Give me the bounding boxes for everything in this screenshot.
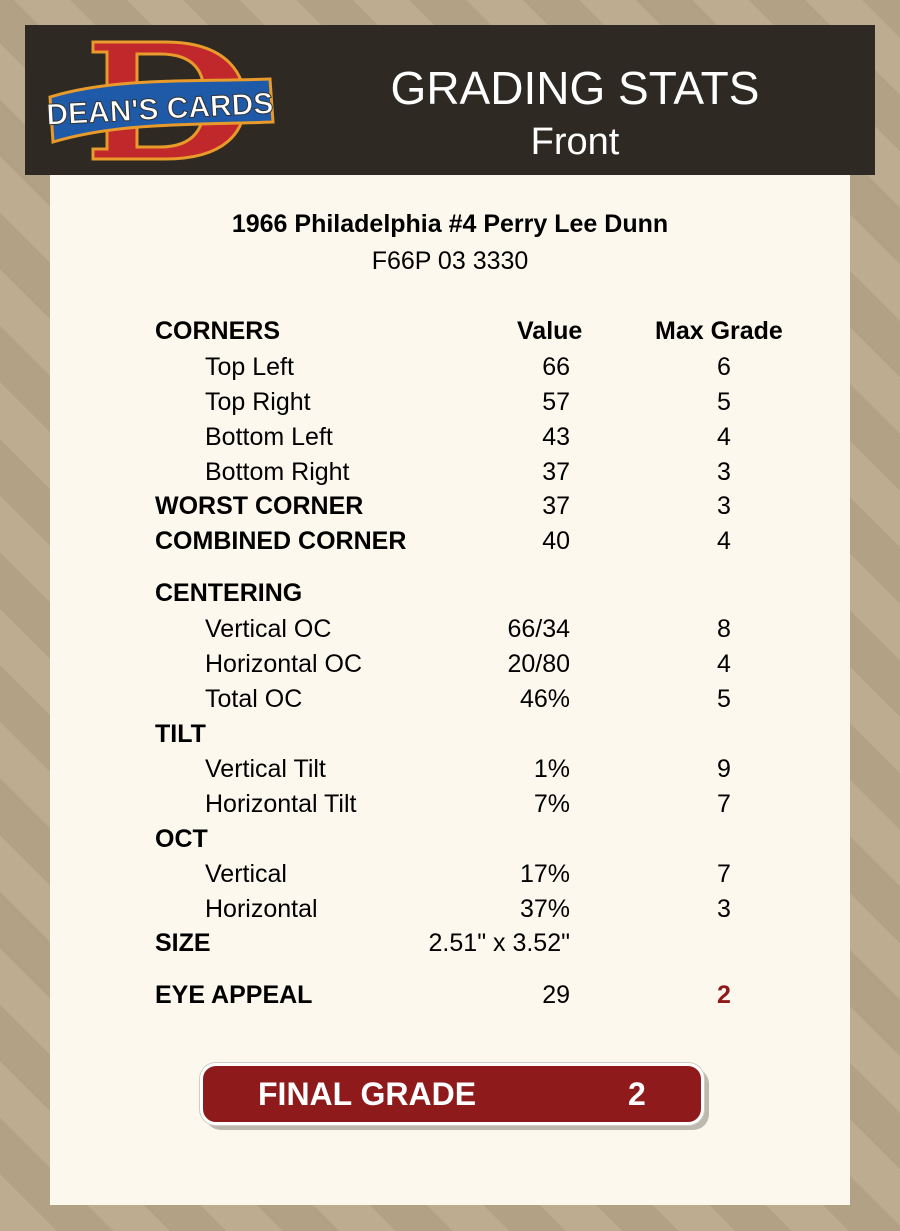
svg-text:DEAN'S CARDS: DEAN'S CARDS bbox=[45, 87, 275, 132]
stat-label: Vertical bbox=[205, 860, 287, 888]
final-grade-label: FINAL GRADE bbox=[258, 1076, 477, 1112]
stat-value: 17% bbox=[519, 860, 570, 888]
stat-max-grade: 9 bbox=[717, 755, 731, 783]
stat-row bbox=[50, 576, 850, 611]
stat-label: Horizontal OC bbox=[205, 650, 362, 678]
stat-row bbox=[50, 420, 850, 455]
stat-value: 37 bbox=[542, 458, 570, 486]
stat-row bbox=[50, 926, 850, 961]
final-grade-banner bbox=[200, 1063, 704, 1125]
stat-max-grade: 3 bbox=[717, 492, 731, 520]
grading-card bbox=[50, 175, 850, 1205]
value-column-header: Value bbox=[517, 317, 583, 345]
header bbox=[25, 25, 875, 175]
stat-row bbox=[50, 978, 850, 1013]
stat-row bbox=[50, 455, 850, 490]
stat-value: 2.51" x 3.52" bbox=[428, 929, 570, 957]
stat-row bbox=[50, 787, 850, 822]
stat-value: 66/34 bbox=[507, 615, 570, 643]
stat-max-grade: 6 bbox=[717, 353, 731, 381]
stat-max-grade: 4 bbox=[717, 650, 731, 678]
stat-label: EYE APPEAL bbox=[155, 981, 313, 1009]
stat-max-grade: 4 bbox=[717, 527, 731, 555]
stat-max-grade: 5 bbox=[717, 685, 731, 713]
stat-label: CENTERING bbox=[155, 579, 303, 607]
page-subtitle: Front bbox=[530, 121, 620, 163]
card-code: F66P 03 3330 bbox=[371, 247, 529, 275]
stat-max-grade: 5 bbox=[717, 388, 731, 416]
stat-row bbox=[50, 822, 850, 857]
stat-value: 29 bbox=[542, 981, 570, 1009]
stat-row bbox=[50, 524, 850, 559]
max-grade-column-header: Max Grade bbox=[655, 317, 783, 345]
stat-max-grade: 7 bbox=[717, 790, 731, 818]
stat-value: 7% bbox=[533, 790, 570, 818]
stat-max-grade: 7 bbox=[717, 860, 731, 888]
stat-label: Top Left bbox=[205, 353, 294, 381]
stat-row bbox=[50, 385, 850, 420]
stat-label: TILT bbox=[155, 720, 206, 748]
stat-label: Horizontal Tilt bbox=[205, 790, 357, 818]
stat-label: SIZE bbox=[155, 929, 211, 957]
stat-row bbox=[50, 857, 850, 892]
deans-cards-logo bbox=[45, 37, 285, 162]
stat-max-grade: 2 bbox=[717, 981, 731, 1009]
stat-row bbox=[50, 489, 850, 524]
stat-label: WORST CORNER bbox=[155, 492, 364, 520]
stat-row bbox=[50, 314, 850, 349]
stat-max-grade: 8 bbox=[717, 615, 731, 643]
page-title: GRADING STATS bbox=[390, 62, 760, 114]
stat-label: Horizontal bbox=[205, 895, 318, 923]
stat-value: 57 bbox=[542, 388, 570, 416]
stat-value: 40 bbox=[542, 527, 570, 555]
stat-row bbox=[50, 892, 850, 927]
stat-max-grade: 4 bbox=[717, 423, 731, 451]
stat-max-grade: 3 bbox=[717, 895, 731, 923]
stat-row bbox=[50, 717, 850, 752]
stat-value: 20/80 bbox=[507, 650, 570, 678]
stat-row bbox=[50, 350, 850, 385]
stat-value: 66 bbox=[542, 353, 570, 381]
stat-label: Bottom Right bbox=[205, 458, 350, 486]
stat-value: 46% bbox=[519, 685, 570, 713]
stat-value: 43 bbox=[542, 423, 570, 451]
stat-row bbox=[50, 647, 850, 682]
stat-max-grade: 3 bbox=[717, 458, 731, 486]
card-name: 1966 Philadelphia #4 Perry Lee Dunn bbox=[231, 210, 669, 238]
stat-label: COMBINED CORNER bbox=[155, 527, 407, 555]
stat-row bbox=[50, 612, 850, 647]
stat-label: Bottom Left bbox=[205, 423, 333, 451]
stat-row bbox=[50, 682, 850, 717]
stat-value: 37% bbox=[519, 895, 570, 923]
stat-label: OCT bbox=[155, 825, 208, 853]
stat-value: 37 bbox=[542, 492, 570, 520]
stat-value: 1% bbox=[533, 755, 570, 783]
final-grade-value: 2 bbox=[628, 1076, 646, 1112]
stat-label: Total OC bbox=[205, 685, 303, 713]
stat-row bbox=[50, 752, 850, 787]
stat-label: Top Right bbox=[205, 388, 311, 416]
stat-label: CORNERS bbox=[155, 317, 281, 345]
stat-label: Vertical OC bbox=[205, 615, 332, 643]
stat-label: Vertical Tilt bbox=[205, 755, 326, 783]
